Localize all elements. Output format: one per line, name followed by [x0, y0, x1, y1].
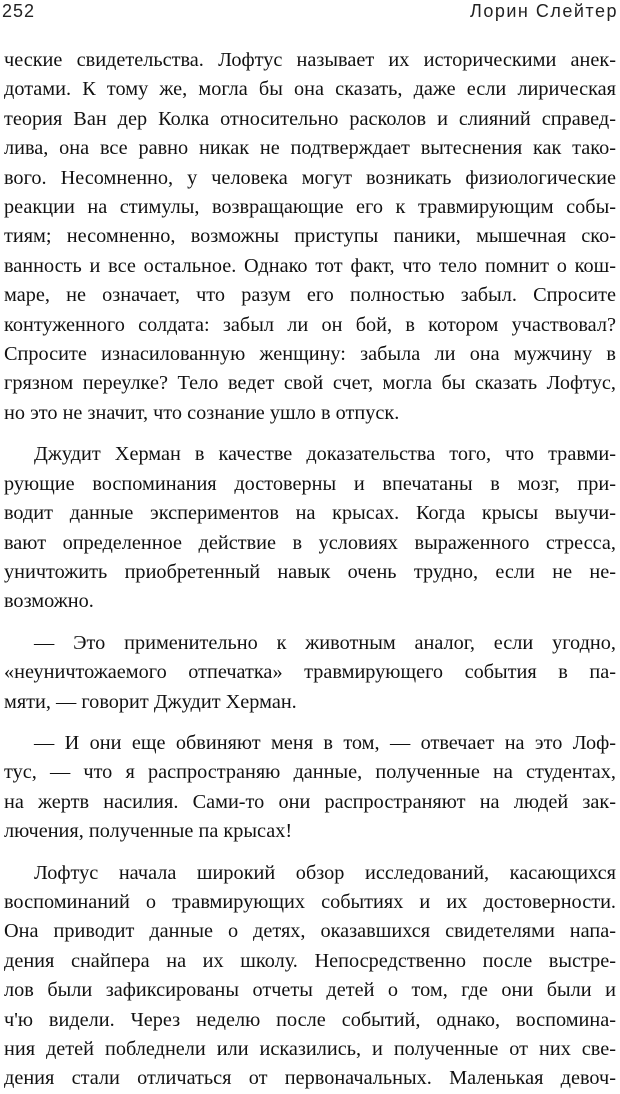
- text-line: на жертв насилия. Сами-то они распространяют на людей зак-: [4, 790, 616, 813]
- text-line: «неуничтожаемого отпечатка» травмирующего события в па-: [4, 661, 616, 684]
- text-line: — Это применительно к животным аналог, если угодно,: [34, 631, 616, 654]
- text-line: ческие свидетельства. Лофтус называет их историческими анек-: [4, 49, 616, 71]
- text-line: Лофтус начала широкий обзор исследований, касающихся: [34, 861, 616, 884]
- text-line: возможно.: [4, 590, 94, 613]
- text-line: — И они еще обвиняют меня в том, — отвечает на это Лоф-: [34, 731, 616, 754]
- text-line: дения снайпера на их школу. Непосредственно после выстре-: [4, 949, 616, 972]
- text-line: но это не значит, что сознание ушло в отпуск.: [4, 401, 400, 424]
- text-line: лов были зафиксированы отчеты детей о том, где они были и: [4, 979, 616, 1002]
- text-line: Она приводит данные о детях, оказавшихся свидетелями напа-: [4, 920, 616, 943]
- text-line: ч'ю видели. Через неделю после событий, однако, воспомина-: [4, 1008, 616, 1031]
- page-header: [2, 0, 618, 26]
- text-line: водит данные экспериментов на крысах. Когда крысы выучи-: [4, 502, 616, 525]
- text-line: реакции на стимулы, возвращающие его к травмирующим собы-: [4, 196, 616, 219]
- text-line: ванность и все остальное. Однако тот факт, что тело помнит о кош-: [4, 254, 616, 277]
- text-line: вого. Несомненно, у человека могут возникать физиологические: [4, 166, 616, 189]
- text-line: контуженного солдата: забыл ли он бой, в котором участвовал?: [4, 313, 616, 336]
- running-head-author: Лорин Слейтер: [470, 1, 618, 21]
- text-line: воспоминаний о травмирующих событиях и их достоверности.: [4, 890, 616, 913]
- text-line: лючения, полученные па крысах!: [4, 820, 293, 843]
- body-text: [4, 46, 616, 1094]
- text-line: дотами. К тому же, могла бы она сказать, даже если лирическая: [4, 78, 616, 101]
- text-line: уничтожить приобретенный навык очень трудно, если не не-: [4, 560, 616, 583]
- text-line: Джудит Херман в качестве доказательства того, что травми-: [34, 443, 616, 466]
- text-line: маре, не означает, что разум его полностью забыл. Спросите: [4, 284, 616, 307]
- text-line: ния детей побледнели или исказились, и полученные от них све-: [4, 1038, 616, 1060]
- page-number: 252: [2, 1, 36, 21]
- text-line: мяти, — говорит Джудит Херман.: [4, 690, 297, 713]
- text-line: грязном переулке? Тело ведет свой счет, могла бы сказать Лофтус,: [4, 372, 616, 395]
- text-line: тус, — что я распространяю данные, полученные на студентах,: [4, 761, 616, 784]
- text-line: лива, она все равно никак не подтверждает вытеснения как тако-: [4, 137, 616, 160]
- text-line: дения стали отличаться от первоначальных. Маленькая девоч-: [4, 1067, 616, 1090]
- text-line: теория Ван дер Колка относительно расколов и слияний справед-: [4, 107, 616, 130]
- text-line: тиям; несомненно, возможны приступы паники, мышечная ско-: [4, 225, 616, 248]
- text-line: Спросите изнасилованную женщину: забыла ли она мужчину в: [4, 343, 616, 366]
- text-line: рующие воспоминания достоверны и впечатаны в мозг, при-: [4, 472, 616, 495]
- text-line: вают определенное действие в условиях выраженного стресса,: [4, 531, 616, 554]
